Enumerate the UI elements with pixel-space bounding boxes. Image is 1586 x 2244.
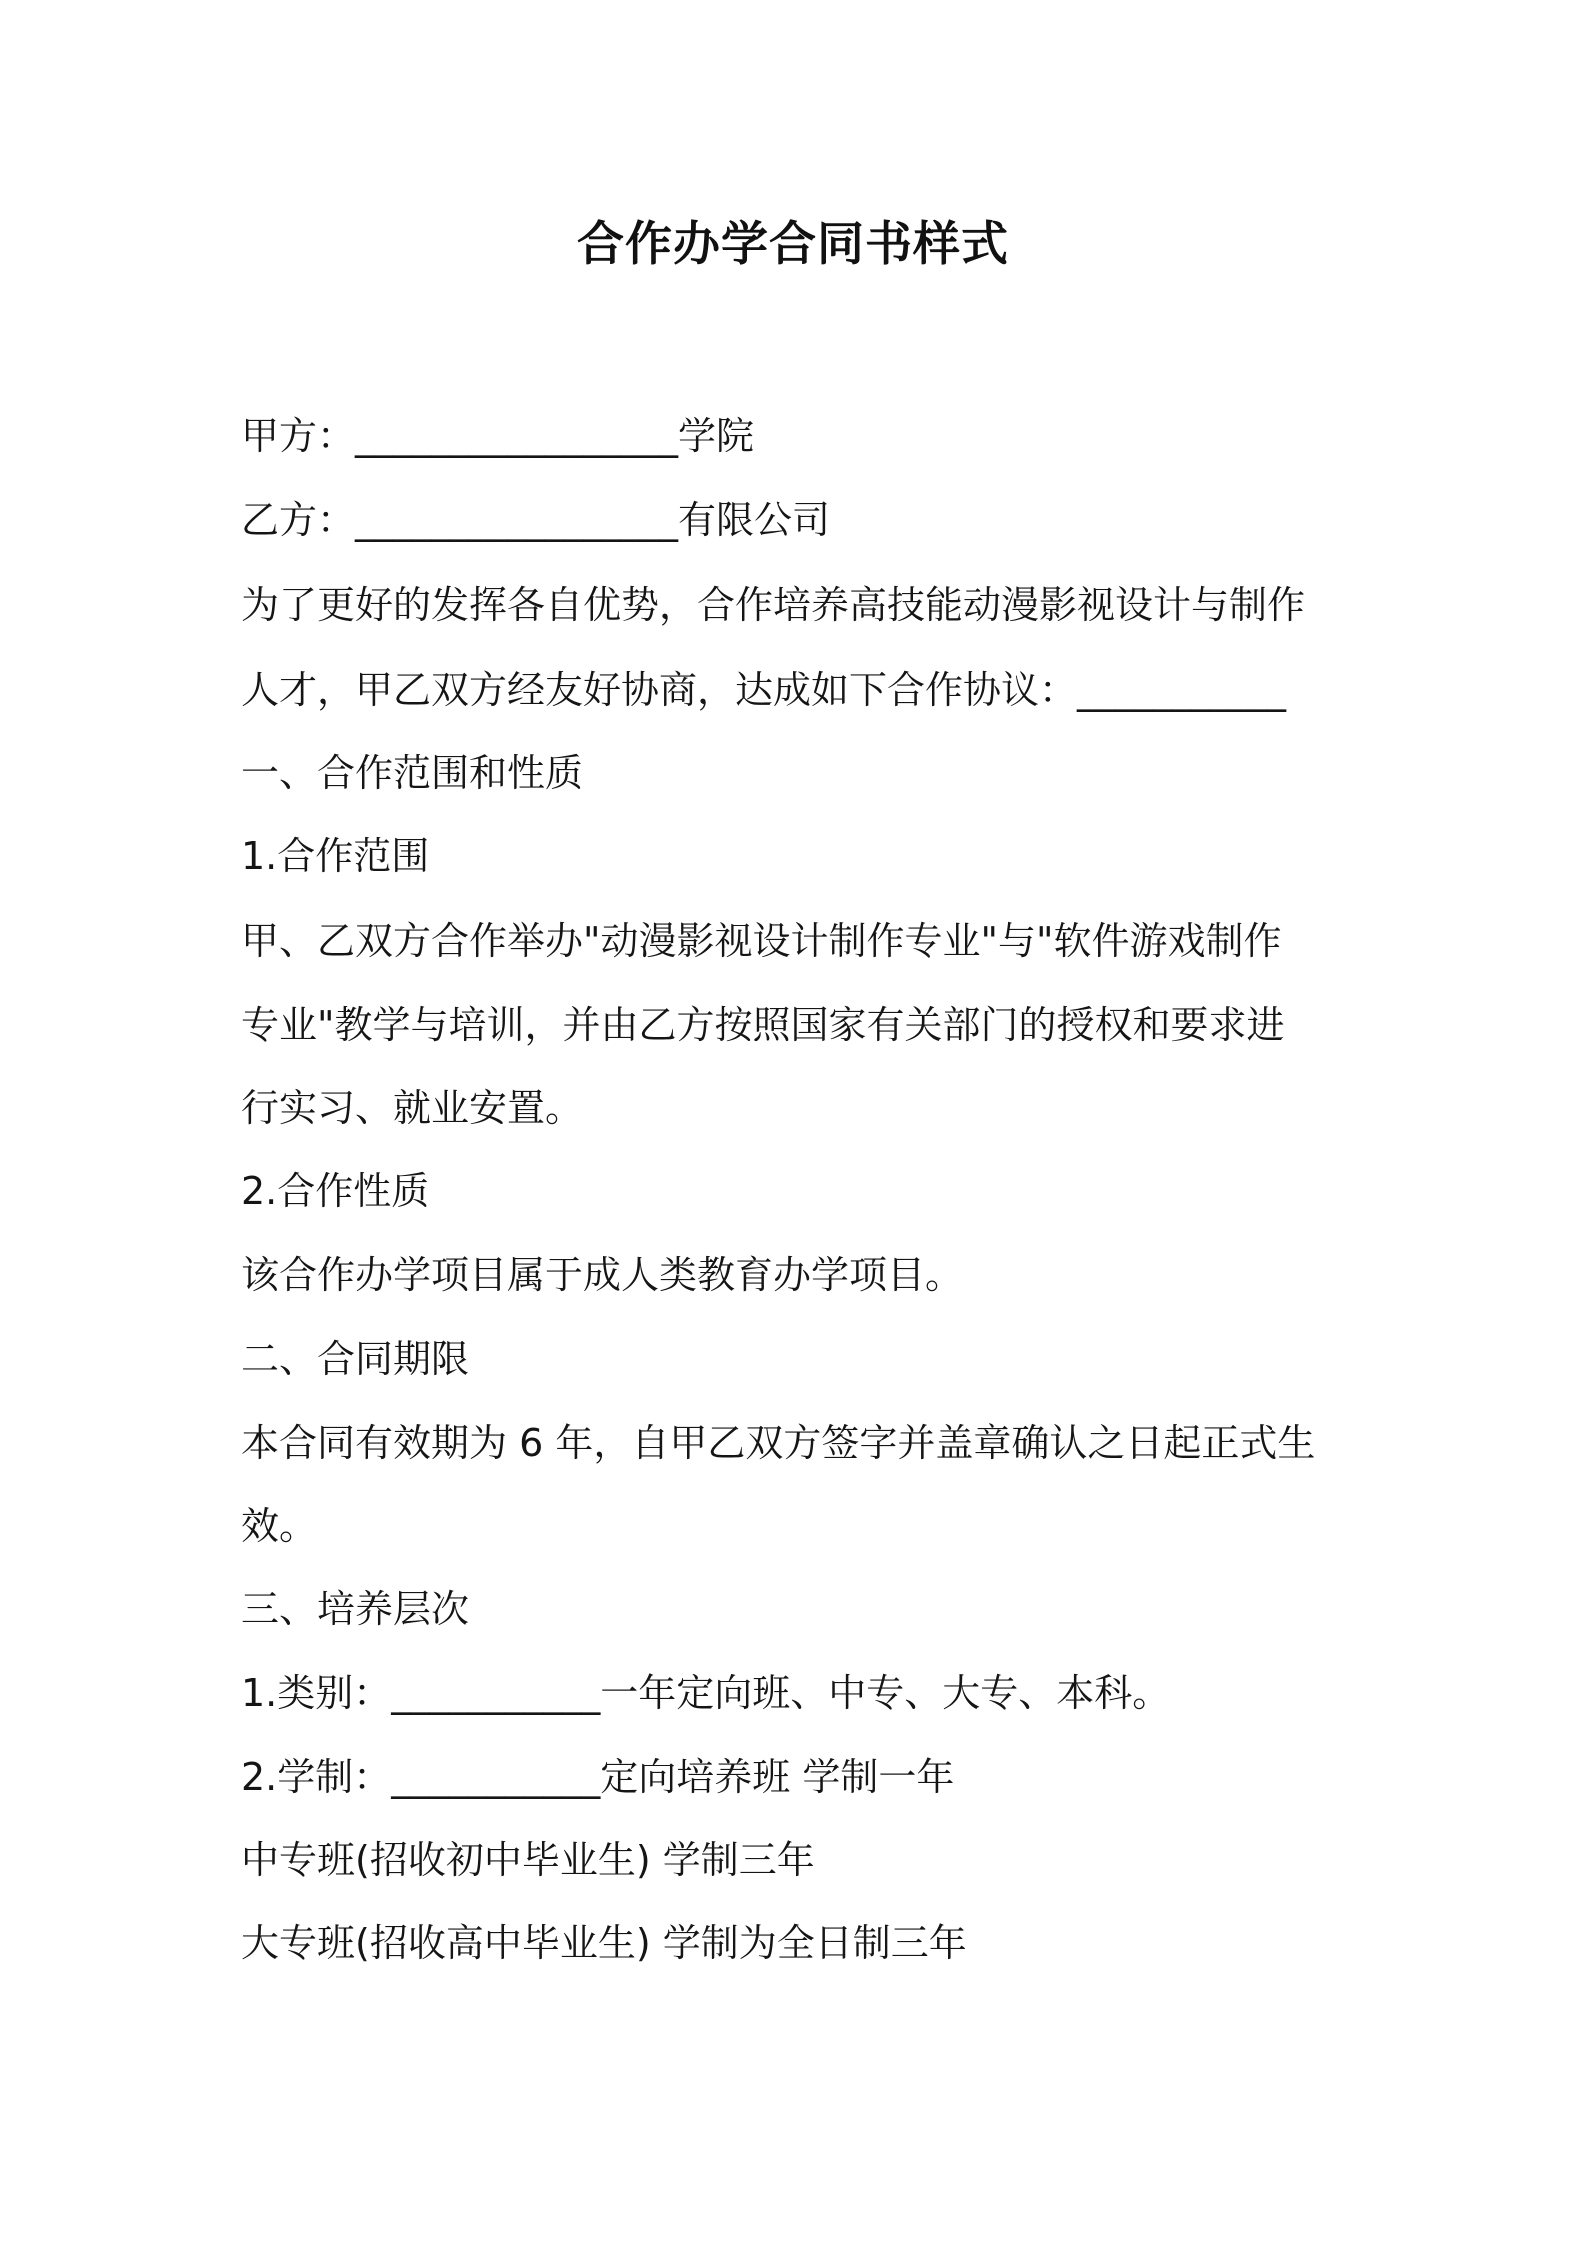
nature-line: 该合作办学项目属于成人类教育办学项目。 [241, 1253, 964, 1297]
party-a-line: 甲方：_________________学院 [241, 414, 755, 458]
intro-line-1: 为了更好的发挥各自优势，合作培养高技能动漫影视设计与制作 [241, 583, 1306, 627]
category-line: 1.类别：___________一年定向班、中专、大专、本科。 [241, 1671, 1171, 1715]
term-line-2: 效。 [241, 1504, 318, 1548]
scope-line-1: 甲、乙双方合作举办"动漫影视设计制作专业"与"软件游戏制作 [241, 919, 1282, 963]
college-class-line: 大专班(招收高中毕业生) 学制为全日制三年 [241, 1921, 967, 1965]
section-heading-3: 三、培养层次 [241, 1587, 470, 1631]
intro-line-2: 人才，甲乙双方经友好协商，达成如下合作协议：___________ [241, 668, 1287, 712]
subheading-scope: 1.合作范围 [241, 834, 430, 878]
document-title: 合作办学合同书样式 [577, 217, 1009, 272]
scope-line-3: 行实习、就业安置。 [241, 1086, 584, 1130]
subheading-nature: 2.合作性质 [241, 1169, 430, 1213]
term-line-1: 本合同有效期为 6 年，自甲乙双方签字并盖章确认之日起正式生 [241, 1421, 1316, 1465]
duration-line: 2.学制：___________定向培养班 学制一年 [241, 1755, 955, 1799]
section-heading-2: 二、合同期限 [241, 1337, 470, 1381]
secondary-class-line: 中专班(招收初中毕业生) 学制三年 [241, 1838, 815, 1882]
scope-line-2: 专业"教学与培训，并由乙方按照国家有关部门的授权和要求进 [241, 1003, 1285, 1047]
party-b-line: 乙方：_________________有限公司 [241, 498, 831, 542]
section-heading-1: 一、合作范围和性质 [241, 751, 584, 795]
